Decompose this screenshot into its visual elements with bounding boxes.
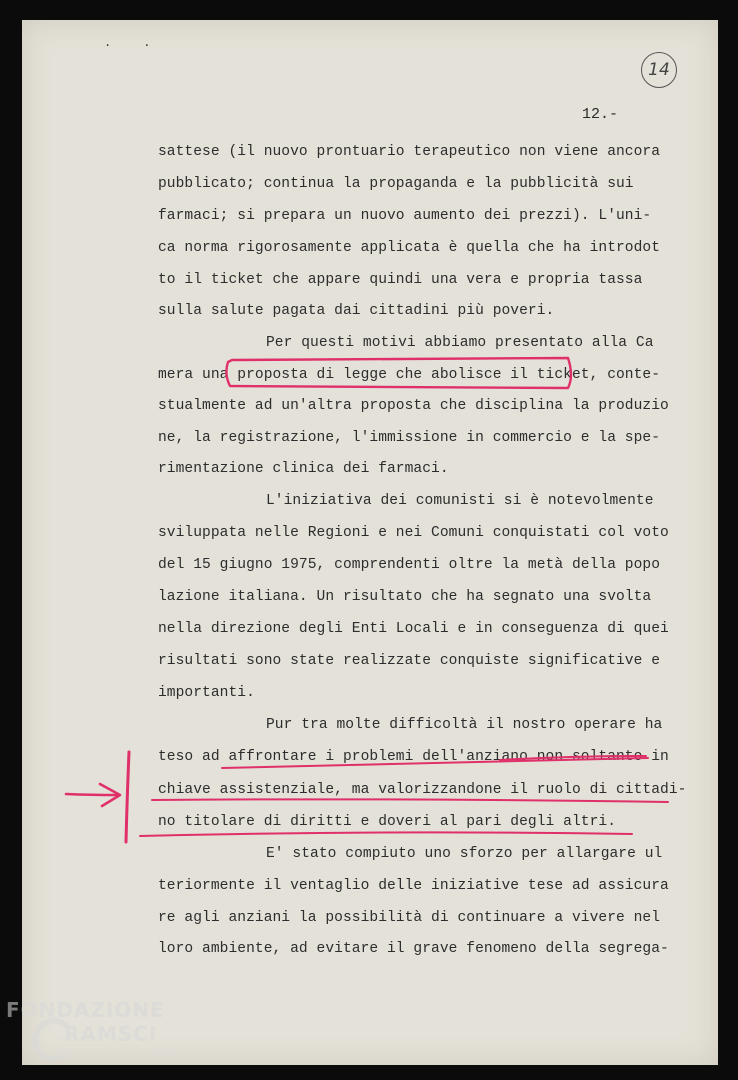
logo-text-top: FONDAZIONE bbox=[6, 998, 165, 1022]
page-number: 12.- bbox=[582, 106, 619, 123]
text-line: nella direzione degli Enti Locali e in conseguenza di quei bbox=[158, 621, 669, 637]
text-line: to il ticket che appare quindi una vera e propria tassa bbox=[158, 272, 643, 288]
text-line: sulla salute pagata dai cittadini più poveri. bbox=[158, 303, 555, 319]
text-line: stualmente ad un'altra proposta che disciplina la produzio bbox=[158, 398, 669, 414]
punch-marks: .. bbox=[104, 36, 183, 50]
text-line: del 15 giugno 1975, comprendenti oltre la metà della popo bbox=[158, 557, 661, 573]
text-line: sattese (il nuovo prontuario terapeutico non viene ancora bbox=[158, 144, 661, 160]
text-line: teso ad affrontare i problemi dell'anziano non soltanto in bbox=[158, 749, 669, 765]
text-line: ne, la registrazione, l'immissione in commercio e la spe- bbox=[158, 430, 661, 446]
text-line: L'iniziativa dei comunisti si è notevolmente bbox=[266, 493, 654, 509]
text-line: E' stato compiuto uno sforzo per allargare ul bbox=[266, 846, 663, 862]
text-line: chiave assistenziale, ma valorizzandone il ruolo di cittadi- bbox=[158, 782, 687, 798]
text-line: lazione italiana. Un risultato che ha segnato una svolta bbox=[158, 589, 652, 605]
text-line: ca norma rigorosamente applicata è quella che ha introdot bbox=[158, 240, 661, 256]
text-line: re agli anziani la possibilità di continuare a vivere nel bbox=[158, 910, 661, 926]
text-line: teriormente il ventaglio delle iniziative tese ad assicura bbox=[158, 878, 669, 894]
folio-number: 14 bbox=[641, 52, 677, 88]
text-line: mera una proposta di legge che abolisce il ticket, conte- bbox=[158, 367, 661, 383]
text-line: loro ambiente, ad evitare il grave fenomeno della segrega- bbox=[158, 941, 669, 957]
text-line: Per questi motivi abbiamo presentato alla Ca bbox=[266, 335, 654, 351]
text-line: rimentazione clinica dei farmaci. bbox=[158, 461, 449, 477]
logo-text-sub: onlus bbox=[152, 1050, 179, 1061]
logo-text-bottom: RAMSCI bbox=[64, 1022, 158, 1046]
text-line: no titolare di diritti e doveri al pari degli altri. bbox=[158, 814, 616, 830]
text-line: pubblicato; continua la propaganda e la pubblicità sui bbox=[158, 176, 634, 192]
text-line: sviluppata nelle Regioni e nei Comuni conquistati col voto bbox=[158, 525, 669, 541]
text-line: risultati sono state realizzate conquiste significative e bbox=[158, 653, 661, 669]
text-line: importanti. bbox=[158, 685, 255, 701]
text-line: Pur tra molte difficoltà il nostro operare ha bbox=[266, 717, 663, 733]
text-line: farmaci; si prepara un nuovo aumento dei prezzi). L'uni- bbox=[158, 208, 652, 224]
watermark-logo bbox=[6, 998, 206, 1078]
